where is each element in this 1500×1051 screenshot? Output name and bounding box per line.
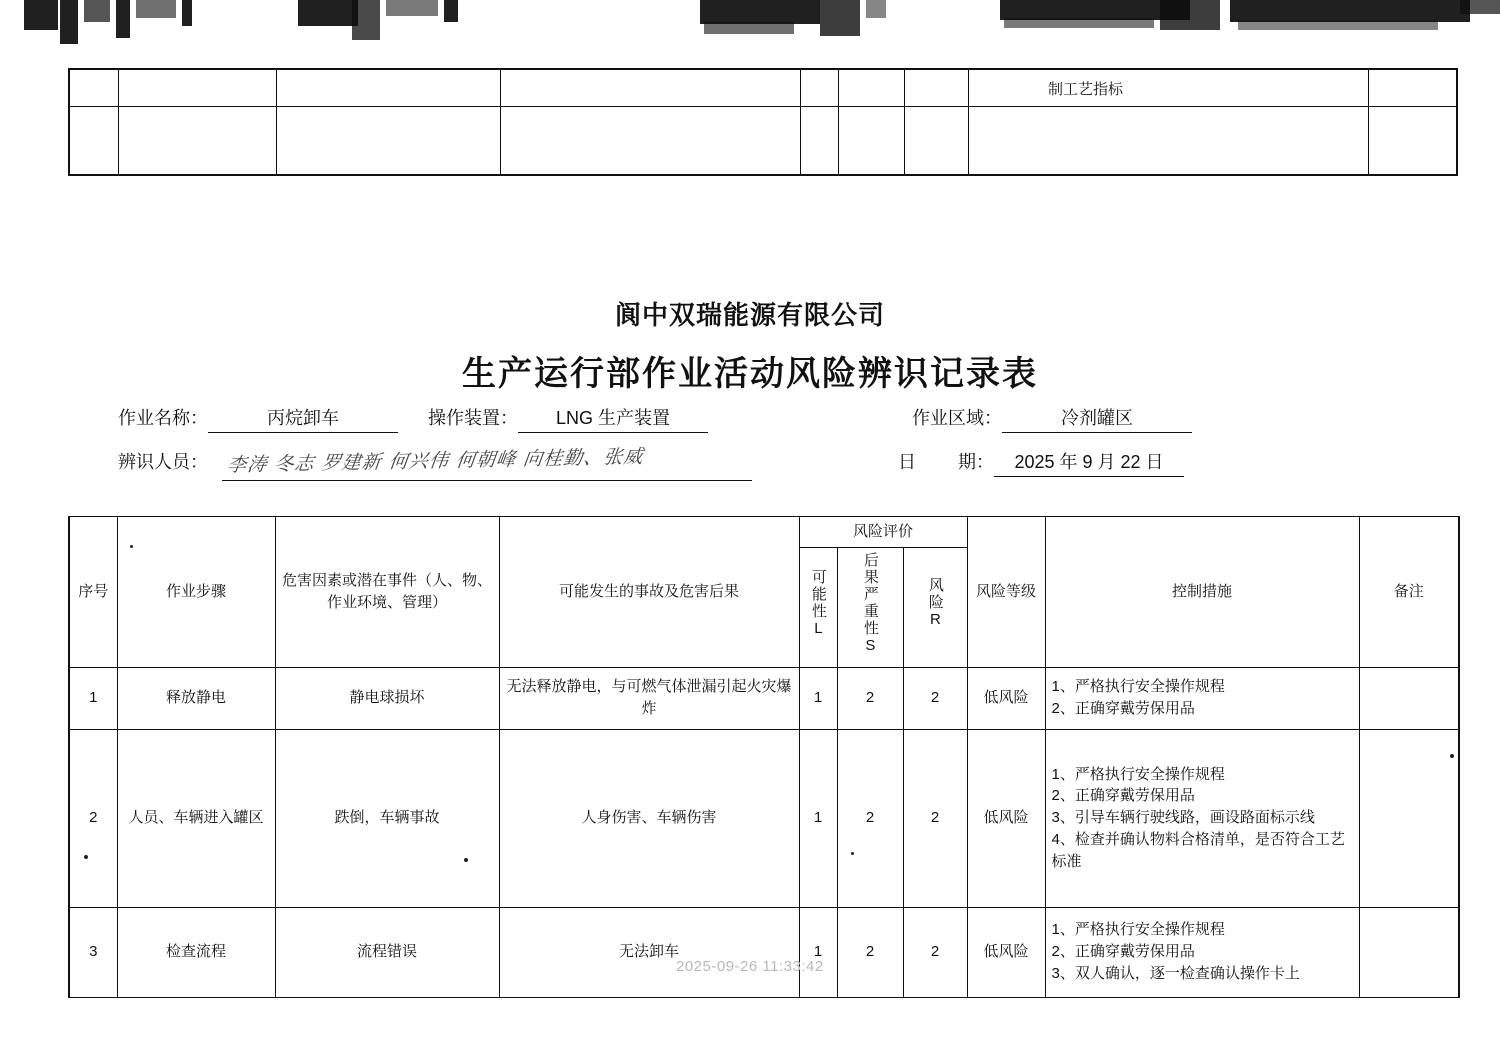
col-header-risk: 风险R — [903, 547, 967, 667]
cell-remark — [1359, 907, 1459, 997]
company-name: 阆中双瑞能源有限公司 — [614, 300, 885, 330]
control-item: 1、严格执行安全操作规程 — [1051, 765, 1225, 783]
job-name-label: 作业名称： — [118, 408, 208, 428]
signature-underline — [222, 480, 752, 481]
col-header-risk-evaluation: 风险评价 — [799, 517, 967, 548]
cell-severity: 2 — [837, 729, 903, 907]
scan-speck — [464, 858, 468, 862]
cell-hazard: 静电球损坏 — [275, 667, 499, 729]
table-row — [69, 729, 1459, 907]
cell-likelihood: 1 — [799, 729, 837, 907]
col-header-hazard: 危害因素或潜在事件（人、物、作业环境、管理） — [275, 517, 499, 668]
cell-control — [1045, 729, 1359, 907]
table-header-row-1 — [69, 517, 1459, 548]
scan-noise-band — [0, 0, 1500, 58]
table-row — [69, 667, 1459, 729]
col-header-step: 作业步骤 — [117, 517, 275, 668]
control-item: 1、严格执行安全操作规程 — [1051, 921, 1225, 939]
cell-severity: 2 — [837, 667, 903, 729]
cell-step: 释放静电 — [117, 667, 275, 729]
control-item: 4、检查并确认物料合格清单，是否符合工艺标准 — [1051, 830, 1345, 870]
control-item: 1、严格执行安全操作规程 — [1051, 678, 1225, 696]
fragment-cell-text: 制工艺指标 — [1048, 81, 1124, 98]
meta-row-1 — [0, 400, 1500, 444]
control-item: 3、双人确认，逐一检查确认操作卡上 — [1051, 964, 1300, 982]
cell-remark — [1359, 729, 1459, 907]
cell-control — [1045, 667, 1359, 729]
cell-level: 低风险 — [967, 907, 1045, 997]
cell-no: 3 — [69, 907, 117, 997]
scan-speck — [130, 545, 133, 548]
scan-timestamp: 2025-09-26 11:33:42 — [676, 958, 824, 975]
date-label-2: 期： — [958, 452, 994, 472]
area-label: 作业区域： — [912, 408, 1002, 428]
cell-level: 低风险 — [967, 729, 1045, 907]
control-item: 3、引导车辆行驶线路，画设路面标示线 — [1051, 809, 1315, 827]
scan-speck — [851, 852, 854, 855]
cell-level: 低风险 — [967, 667, 1045, 729]
cell-step: 人员、车辆进入罐区 — [117, 729, 275, 907]
col-header-severity: 后果严重性S — [837, 547, 903, 667]
cell-risk: 2 — [903, 667, 967, 729]
cell-risk: 2 — [903, 729, 967, 907]
cell-risk: 2 — [903, 907, 967, 997]
risk-identification-table — [68, 516, 1460, 998]
meta-info — [0, 400, 1500, 488]
date-value: 2025 年 9 月 22 日 — [994, 448, 1184, 477]
col-header-likelihood: 可能性L — [799, 547, 837, 667]
cell-hazard: 跌倒，车辆事故 — [275, 729, 499, 907]
control-item: 2、正确穿戴劳保用品 — [1051, 700, 1195, 717]
control-item: 2、正确穿戴劳保用品 — [1051, 787, 1195, 805]
table-row — [69, 907, 1459, 997]
identifier-signature: 李涛 冬志 罗建新 何兴伟 何朝峰 向桂勤、张威 — [225, 445, 645, 477]
scan-speck — [1450, 754, 1454, 758]
cell-remark — [1359, 667, 1459, 729]
job-name-value: 丙烷卸车 — [208, 404, 398, 433]
col-header-remark: 备注 — [1359, 517, 1459, 668]
scan-speck — [84, 855, 88, 859]
meta-row-2 — [0, 444, 1500, 488]
cell-likelihood: 1 — [799, 667, 837, 729]
area-value: 冷剂罐区 — [1002, 404, 1192, 433]
col-header-control: 控制措施 — [1045, 517, 1359, 668]
cell-no: 2 — [69, 729, 117, 907]
page-title: 生产运行部作业活动风险辨识记录表 — [462, 355, 1038, 393]
device-label: 操作装置： — [428, 408, 518, 428]
cell-consequence: 人身伤害、车辆伤害 — [499, 729, 799, 907]
document-heading — [0, 295, 1500, 395]
cell-consequence: 无法卸车 — [499, 907, 799, 997]
control-item: 2、正确穿戴劳保用品 — [1051, 943, 1195, 961]
col-header-consequence: 可能发生的事故及危害后果 — [499, 517, 799, 668]
date-label-1: 日 — [898, 452, 916, 472]
cell-control — [1045, 907, 1359, 997]
cell-likelihood: 1 — [799, 907, 837, 997]
device-value: LNG 生产装置 — [518, 404, 708, 433]
cell-severity: 2 — [837, 907, 903, 997]
identifier-label: 辨识人员： — [118, 452, 208, 472]
table-fragment-top — [68, 68, 1458, 176]
cell-no: 1 — [69, 667, 117, 729]
col-header-no: 序号 — [69, 517, 117, 668]
col-header-level: 风险等级 — [967, 517, 1045, 668]
cell-hazard: 流程错误 — [275, 907, 499, 997]
cell-step: 检查流程 — [117, 907, 275, 997]
cell-consequence: 无法释放静电，与可燃气体泄漏引起火灾爆炸 — [499, 667, 799, 729]
